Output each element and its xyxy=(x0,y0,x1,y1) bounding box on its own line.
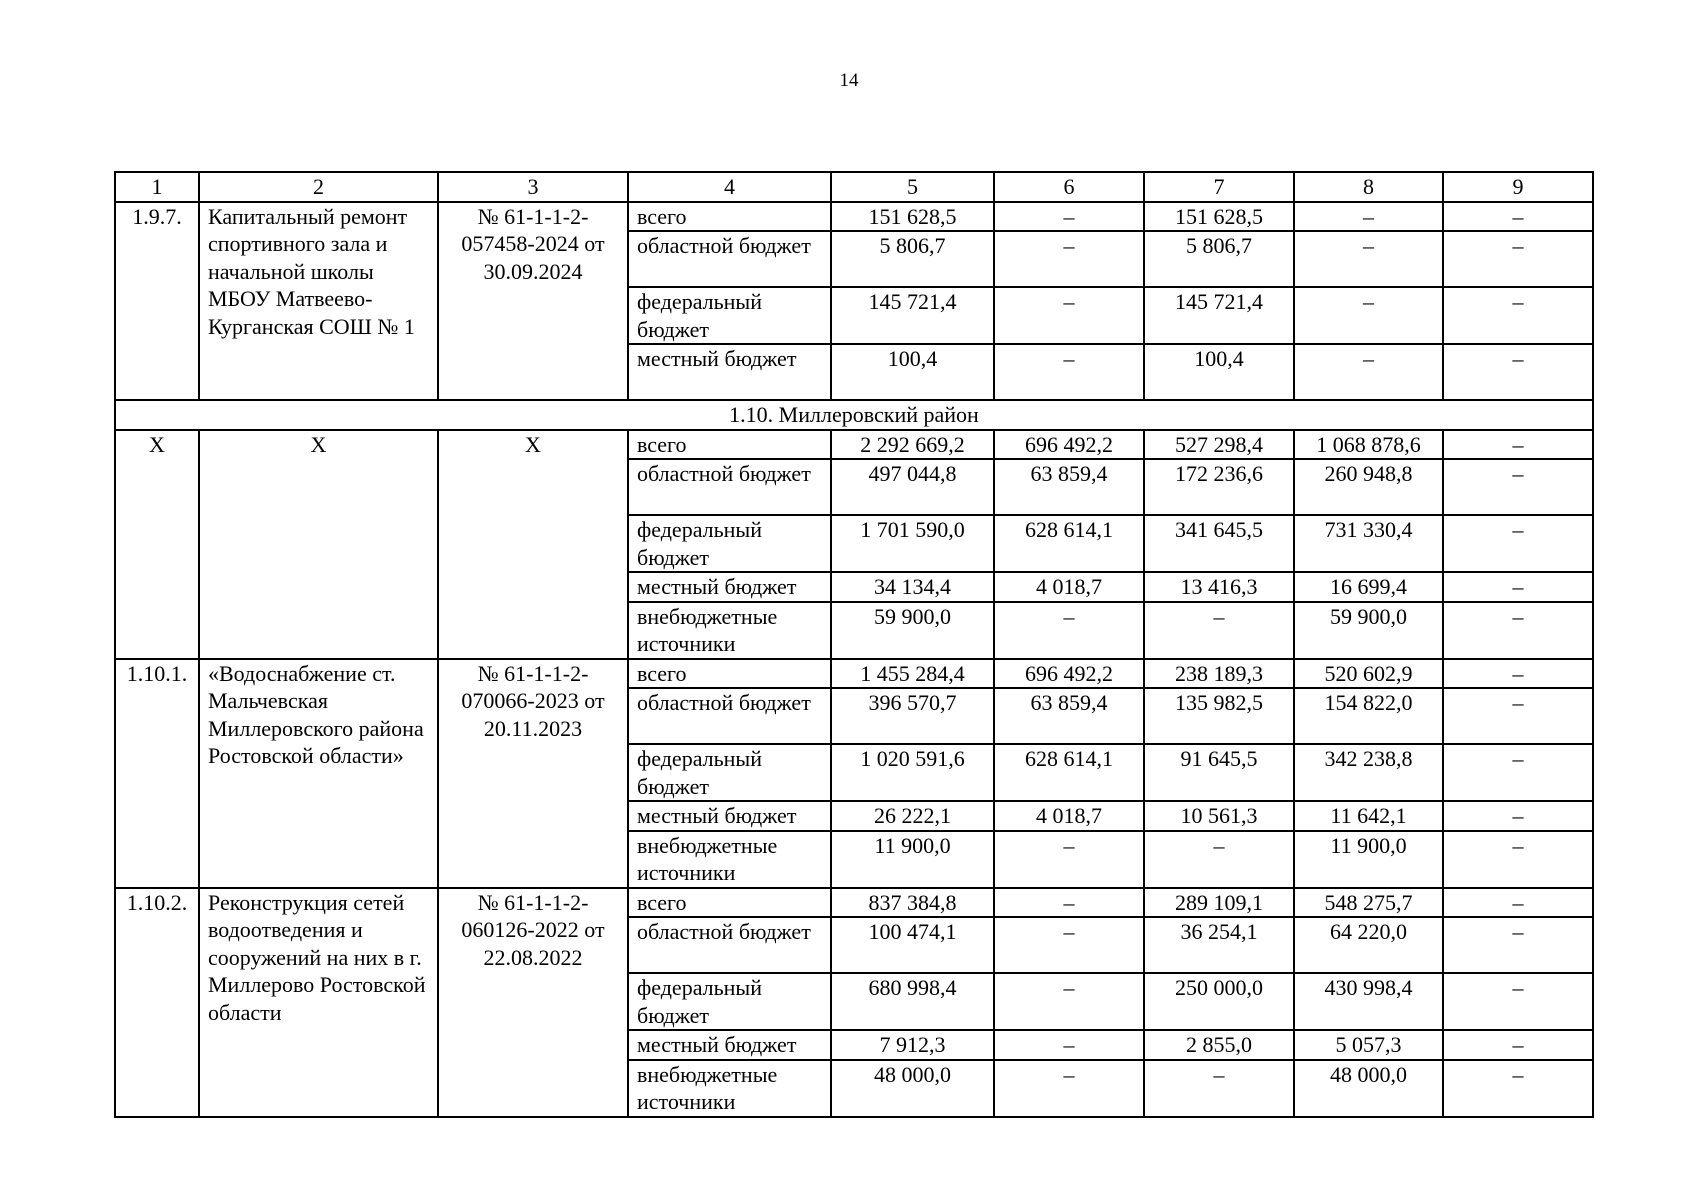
funding-source: местный бюджет xyxy=(628,344,831,400)
value-col5: 1 020 591,6 xyxy=(831,744,994,801)
item-code: Х xyxy=(115,430,199,659)
value-col5: 34 134,4 xyxy=(831,572,994,602)
funding-source: местный бюджет xyxy=(628,572,831,602)
table-row xyxy=(115,202,1593,232)
value-col8: 260 948,8 xyxy=(1294,459,1443,515)
value-col9: – xyxy=(1443,659,1593,689)
item-code: 1.10.2. xyxy=(115,888,199,1117)
budget-table xyxy=(114,171,1594,1118)
value-col8: 64 220,0 xyxy=(1294,917,1443,973)
value-col6: – xyxy=(994,1060,1144,1117)
table-row xyxy=(115,430,1593,460)
value-col7: 238 189,3 xyxy=(1144,659,1294,689)
value-col7: 5 806,7 xyxy=(1144,231,1294,287)
value-col8: 154 822,0 xyxy=(1294,688,1443,744)
value-col8: 59 900,0 xyxy=(1294,602,1443,659)
value-col8: 548 275,7 xyxy=(1294,888,1443,918)
value-col7: 10 561,3 xyxy=(1144,801,1294,831)
value-col8: 731 330,4 xyxy=(1294,515,1443,572)
value-col5: 2 292 669,2 xyxy=(831,430,994,460)
value-col6: – xyxy=(994,602,1144,659)
value-col6: – xyxy=(994,888,1144,918)
value-col6: 4 018,7 xyxy=(994,801,1144,831)
funding-source: областной бюджет xyxy=(628,459,831,515)
value-col9: – xyxy=(1443,430,1593,460)
value-col7: 13 416,3 xyxy=(1144,572,1294,602)
value-col5: 5 806,7 xyxy=(831,231,994,287)
funding-source: федеральный бюджет xyxy=(628,287,831,344)
value-col7: – xyxy=(1144,1060,1294,1117)
value-col5: 497 044,8 xyxy=(831,459,994,515)
value-col9: – xyxy=(1443,287,1593,344)
value-col5: 837 384,8 xyxy=(831,888,994,918)
value-col7: 341 645,5 xyxy=(1144,515,1294,572)
value-col9: – xyxy=(1443,688,1593,744)
value-col8: 520 602,9 xyxy=(1294,659,1443,689)
value-col5: 48 000,0 xyxy=(831,1060,994,1117)
value-col5: 100 474,1 xyxy=(831,917,994,973)
value-col7: 36 254,1 xyxy=(1144,917,1294,973)
value-col5: 1 455 284,4 xyxy=(831,659,994,689)
value-col9: – xyxy=(1443,459,1593,515)
value-col5: 1 701 590,0 xyxy=(831,515,994,572)
value-col7: 289 109,1 xyxy=(1144,888,1294,918)
value-col7: – xyxy=(1144,831,1294,888)
funding-source: всего xyxy=(628,659,831,689)
value-col5: 145 721,4 xyxy=(831,287,994,344)
item-code: 1.10.1. xyxy=(115,659,199,888)
table-row xyxy=(115,659,1593,689)
value-col6: – xyxy=(994,231,1144,287)
value-col6: 63 859,4 xyxy=(994,688,1144,744)
value-col8: – xyxy=(1294,344,1443,400)
funding-source: федеральный бюджет xyxy=(628,973,831,1030)
value-col7: – xyxy=(1144,602,1294,659)
value-col9: – xyxy=(1443,202,1593,232)
item-code: 1.9.7. xyxy=(115,202,199,401)
funding-source: всего xyxy=(628,888,831,918)
funding-source: всего xyxy=(628,202,831,232)
funding-source: федеральный бюджет xyxy=(628,744,831,801)
value-col8: 11 900,0 xyxy=(1294,831,1443,888)
funding-source: федеральный бюджет xyxy=(628,515,831,572)
value-col7: 2 855,0 xyxy=(1144,1030,1294,1060)
value-col7: 151 628,5 xyxy=(1144,202,1294,232)
value-col7: 91 645,5 xyxy=(1144,744,1294,801)
value-col8: 5 057,3 xyxy=(1294,1030,1443,1060)
value-col8: 16 699,4 xyxy=(1294,572,1443,602)
value-col7: 250 000,0 xyxy=(1144,973,1294,1030)
funding-source: местный бюджет xyxy=(628,801,831,831)
value-col6: – xyxy=(994,202,1144,232)
value-col9: – xyxy=(1443,917,1593,973)
value-col5: 26 222,1 xyxy=(831,801,994,831)
value-col6: – xyxy=(994,287,1144,344)
item-document: № 61-1-1-2-060126-2022 от 22.08.2022 xyxy=(438,888,628,1117)
header-cell: 5 xyxy=(831,172,994,202)
table-row xyxy=(115,888,1593,918)
section-row xyxy=(115,400,1593,430)
value-col7: 100,4 xyxy=(1144,344,1294,400)
value-col6: – xyxy=(994,973,1144,1030)
value-col9: – xyxy=(1443,515,1593,572)
value-col8: – xyxy=(1294,287,1443,344)
value-col6: – xyxy=(994,344,1144,400)
value-col9: – xyxy=(1443,801,1593,831)
funding-source: всего xyxy=(628,430,831,460)
funding-source: областной бюджет xyxy=(628,231,831,287)
value-col9: – xyxy=(1443,1030,1593,1060)
value-col5: 7 912,3 xyxy=(831,1030,994,1060)
header-cell: 6 xyxy=(994,172,1144,202)
value-col9: – xyxy=(1443,1060,1593,1117)
item-document: № 61-1-1-2-057458-2024 от 30.09.2024 xyxy=(438,202,628,401)
funding-source: внебюджетные источники xyxy=(628,1060,831,1117)
item-name: Капитальный ремонт спортивного зала и начальной школы МБОУ Матвеево-Курганская СОШ № 1 xyxy=(199,202,438,401)
value-col9: – xyxy=(1443,973,1593,1030)
funding-source: областной бюджет xyxy=(628,688,831,744)
value-col7: 145 721,4 xyxy=(1144,287,1294,344)
item-name: Реконструкция сетей водоотведения и сооружений на них в г. Миллерово Ростовской области xyxy=(199,888,438,1117)
value-col6: 628 614,1 xyxy=(994,515,1144,572)
value-col9: – xyxy=(1443,572,1593,602)
value-col6: 696 492,2 xyxy=(994,659,1144,689)
value-col9: – xyxy=(1443,831,1593,888)
value-col6: 628 614,1 xyxy=(994,744,1144,801)
value-col7: 135 982,5 xyxy=(1144,688,1294,744)
value-col5: 396 570,7 xyxy=(831,688,994,744)
value-col5: 151 628,5 xyxy=(831,202,994,232)
header-cell: 8 xyxy=(1294,172,1443,202)
value-col6: – xyxy=(994,831,1144,888)
value-col7: 527 298,4 xyxy=(1144,430,1294,460)
value-col5: 59 900,0 xyxy=(831,602,994,659)
value-col9: – xyxy=(1443,344,1593,400)
item-document: Х xyxy=(438,430,628,659)
value-col8: 342 238,8 xyxy=(1294,744,1443,801)
value-col8: 1 068 878,6 xyxy=(1294,430,1443,460)
header-row xyxy=(115,172,1593,202)
value-col6: – xyxy=(994,1030,1144,1060)
value-col9: – xyxy=(1443,231,1593,287)
header-cell: 1 xyxy=(115,172,199,202)
funding-source: внебюджетные источники xyxy=(628,602,831,659)
value-col8: – xyxy=(1294,202,1443,232)
value-col5: 680 998,4 xyxy=(831,973,994,1030)
header-cell: 3 xyxy=(438,172,628,202)
header-cell: 4 xyxy=(628,172,831,202)
header-cell: 9 xyxy=(1443,172,1593,202)
value-col5: 11 900,0 xyxy=(831,831,994,888)
value-col8: – xyxy=(1294,231,1443,287)
funding-source: внебюджетные источники xyxy=(628,831,831,888)
header-cell: 7 xyxy=(1144,172,1294,202)
value-col7: 172 236,6 xyxy=(1144,459,1294,515)
value-col6: – xyxy=(994,917,1144,973)
value-col8: 48 000,0 xyxy=(1294,1060,1443,1117)
header-cell: 2 xyxy=(199,172,438,202)
value-col8: 11 642,1 xyxy=(1294,801,1443,831)
page-number: 14 xyxy=(839,70,859,91)
item-document: № 61-1-1-2-070066-2023 от 20.11.2023 xyxy=(438,659,628,888)
funding-source: областной бюджет xyxy=(628,917,831,973)
value-col5: 100,4 xyxy=(831,344,994,400)
value-col9: – xyxy=(1443,888,1593,918)
funding-source: местный бюджет xyxy=(628,1030,831,1060)
value-col9: – xyxy=(1443,602,1593,659)
section-title: 1.10. Миллеровский район xyxy=(115,400,1593,430)
value-col6: 63 859,4 xyxy=(994,459,1144,515)
value-col8: 430 998,4 xyxy=(1294,973,1443,1030)
value-col6: 696 492,2 xyxy=(994,430,1144,460)
value-col9: – xyxy=(1443,744,1593,801)
value-col6: 4 018,7 xyxy=(994,572,1144,602)
item-name: Х xyxy=(199,430,438,659)
item-name: «Водоснабжение ст. Мальчевская Миллеровского района Ростовской области» xyxy=(199,659,438,888)
